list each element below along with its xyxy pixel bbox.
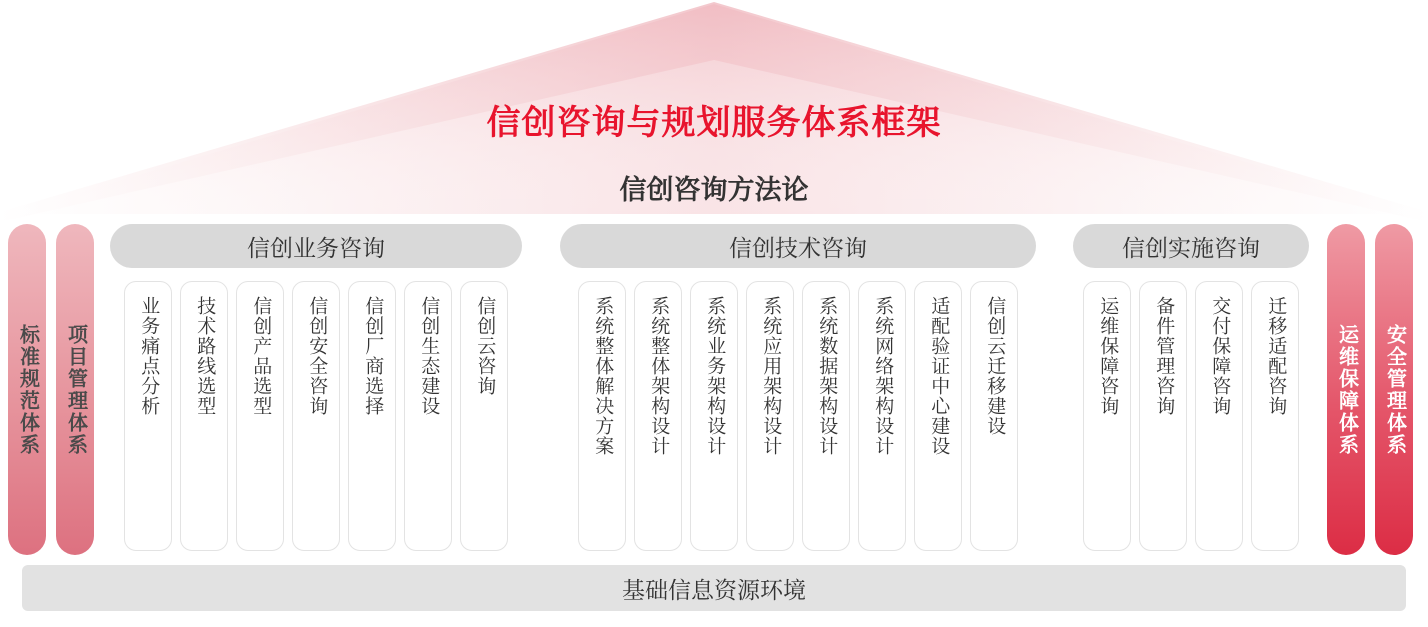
column-item[interactable] — [1251, 281, 1299, 551]
column-item[interactable] — [292, 281, 340, 551]
page-subtitle: 信创咨询方法论 — [619, 175, 809, 205]
group-business-consulting-header[interactable]: 信创业务咨询 — [110, 224, 522, 268]
column-item[interactable] — [404, 281, 452, 551]
column-item[interactable] — [180, 281, 228, 551]
column-label: 运维保障咨询 — [1097, 296, 1119, 416]
column-item[interactable] — [460, 281, 508, 551]
pillar-standard-spec[interactable] — [8, 224, 46, 555]
pillar-ops-support-label: 运维保障体系 — [1335, 323, 1358, 456]
column-item[interactable] — [124, 281, 172, 551]
column-item[interactable] — [1083, 281, 1131, 551]
pillar-project-management-label: 项目管理体系 — [64, 323, 87, 456]
column-label: 技术路线选型 — [194, 296, 216, 416]
column-label: 交付保障咨询 — [1209, 296, 1231, 416]
column-label: 系统数据架构设计 — [816, 296, 838, 456]
pillar-project-management[interactable] — [56, 224, 94, 555]
column-label: 系统整体架构设计 — [648, 296, 670, 456]
column-item[interactable] — [634, 281, 682, 551]
column-label: 信创产品选型 — [250, 296, 272, 416]
group-implementation-consulting-columns — [1073, 281, 1309, 551]
column-label: 信创安全咨询 — [306, 296, 328, 416]
pillar-area — [0, 224, 1428, 561]
column-item[interactable] — [802, 281, 850, 551]
column-label: 系统应用架构设计 — [760, 296, 782, 456]
column-item[interactable] — [690, 281, 738, 551]
group-implementation-consulting — [1073, 224, 1309, 551]
group-technical-consulting — [560, 224, 1036, 551]
pillar-security-management[interactable] — [1375, 224, 1413, 555]
column-item[interactable] — [236, 281, 284, 551]
column-item[interactable] — [858, 281, 906, 551]
column-label: 系统整体解决方案 — [592, 296, 614, 456]
column-label: 备件管理咨询 — [1153, 296, 1175, 416]
pillar-security-management-label: 安全管理体系 — [1383, 323, 1406, 456]
column-item[interactable] — [1195, 281, 1243, 551]
column-item[interactable] — [1139, 281, 1187, 551]
column-label: 信创生态建设 — [418, 296, 440, 416]
column-label: 系统业务架构设计 — [704, 296, 726, 456]
pillar-ops-support[interactable] — [1327, 224, 1365, 555]
column-item[interactable] — [578, 281, 626, 551]
column-label: 信创厂商选择 — [362, 296, 384, 416]
column-label: 信创云迁移建设 — [984, 296, 1006, 436]
column-label: 迁移适配咨询 — [1265, 296, 1287, 416]
column-label: 适配验证中心建设 — [928, 296, 950, 456]
column-label: 信创云咨询 — [474, 296, 496, 396]
foundation-label: 基础信息资源环境 — [622, 576, 806, 603]
column-label: 业务痛点分析 — [138, 296, 160, 416]
foundation-bar — [22, 565, 1406, 611]
page-title: 信创咨询与规划服务体系框架 — [486, 104, 942, 142]
group-technical-consulting-header[interactable]: 信创技术咨询 — [560, 224, 1036, 268]
pillar-standard-spec-label: 标准规范体系 — [16, 323, 39, 456]
column-label: 系统网络架构设计 — [872, 296, 894, 456]
column-item[interactable] — [348, 281, 396, 551]
group-technical-consulting-columns — [560, 281, 1036, 551]
group-business-consulting — [110, 224, 522, 551]
column-item[interactable] — [746, 281, 794, 551]
column-item[interactable] — [970, 281, 1018, 551]
column-item[interactable] — [914, 281, 962, 551]
group-implementation-consulting-header[interactable]: 信创实施咨询 — [1073, 224, 1309, 268]
group-business-consulting-columns — [110, 281, 522, 551]
